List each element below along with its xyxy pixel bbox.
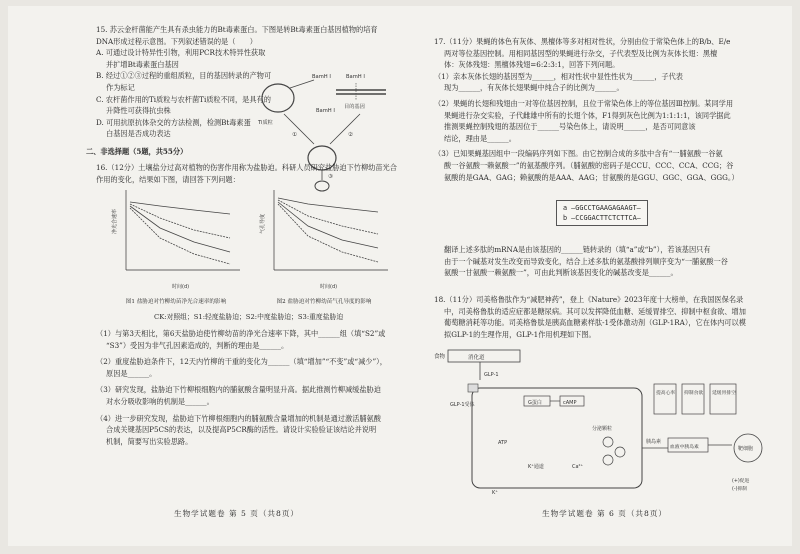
- series-line: [278, 204, 378, 262]
- q17-line: 由于一个碱基对发生改变而导致变化，结合上述多肽的氨基酸排列顺序变为“一脯氨酸一谷: [444, 256, 728, 266]
- fig2-xlabel: 时间(d): [320, 284, 338, 290]
- right-page: [412, 6, 792, 546]
- diagram-label: 靶细胞: [738, 446, 754, 452]
- series-line: [278, 198, 378, 212]
- q16-sub-line: 合成关键基因P5CS的表达，以及提高P5CR酶的活性。请设计实验验证该结论并说明: [106, 425, 377, 435]
- diagram-label: GLP-1: [484, 372, 499, 378]
- diagram-label: GLP-1受体: [450, 402, 475, 408]
- fig2-caption: 图2 盐胁迫对竹柳幼苗气孔导度的影响: [276, 299, 372, 305]
- q15-line: 白基因是否成功表达: [106, 129, 171, 139]
- diagram-label: 分泌颗粒: [592, 426, 613, 432]
- receptor-shape: [468, 384, 478, 392]
- legend-label: (+)促进: [732, 479, 750, 484]
- series-line: [130, 206, 230, 252]
- q17-line: 氨酸一甘氨酸一赖氨酸一”，可由此判断该基因变化的碱基改变是______。: [444, 268, 678, 278]
- diagram-label: K⁺通道: [528, 464, 544, 470]
- q15-option-b: B. 经过①②③过程的重组质粒，目的基因转录的产物可: [96, 71, 272, 81]
- question-17: [434, 36, 792, 183]
- question-18: [434, 294, 792, 340]
- q16-subquestions: [96, 328, 394, 447]
- step-label: ②: [348, 132, 353, 138]
- q17-line: 果蝇进行杂交实验，子代雌雄中所有的长翅个体，F1得到灰色比例为1:1:1:1，该同学据此: [444, 110, 731, 120]
- dna-sequence-box: [556, 200, 648, 226]
- diagram-label: BamH I: [346, 74, 365, 80]
- fig2-line-chart: [258, 182, 392, 292]
- q17-after: [444, 244, 792, 279]
- q15-line: 升降性可获得抗虫株: [106, 106, 171, 116]
- q17-line: 两对等位基因控制。用相同基因型的果蝇进行杂交，子代表型及比例为灰体长翅：黑檀: [444, 48, 718, 58]
- q17-line: （1）亲本灰体长翅的基因型为______，相对性状中显性性状为______，子代表: [434, 71, 683, 81]
- q15-option-d: D. 可用抗原抗体杂交的方法检测，检测Bt毒素蛋: [96, 117, 251, 127]
- q16-sub-line: 原因是______。: [106, 368, 157, 378]
- exam-sheet: [8, 6, 792, 546]
- left-page: [14, 6, 397, 546]
- diagram-label: cAMP: [563, 400, 577, 406]
- fig2-ylabel: 气孔导度: [260, 213, 266, 234]
- diagram-label: 血液中胰岛素: [670, 445, 699, 450]
- section-heading: 二、非选择题（5题，共55分）: [86, 147, 188, 156]
- diagram-label: 提高心率: [656, 391, 676, 396]
- glp1-mechanism-diagram: [432, 344, 792, 504]
- fig2-series: [278, 198, 378, 262]
- q15-line: DNA形成过程示意图。下列叙述错误的是（ ）: [96, 36, 257, 46]
- fig1-xlabel: 时间(d): [172, 284, 190, 290]
- legend-label: (-)抑制: [732, 487, 748, 492]
- q18-line: 18.（11分）司美格鲁肽作为“减肥神药”，登上《Nature》2023年度十大榜单，在我国医保名录: [434, 295, 744, 304]
- legend-note: CK:对照组；S1:轻度盐胁迫；S2:中度盐胁迫；S3:重度盐胁迫: [154, 313, 344, 321]
- q17-line: （3）已知果蝇基因组中一段编码序列如下图。由它控制合成的多肽中含有“一脯氨酸一谷氨: [434, 149, 723, 159]
- diagram-label: 胰岛素: [646, 439, 662, 445]
- q17-line: 体：灰体残翅：黑檀体残翅=6:2:3:1，回答下列问题。: [444, 60, 620, 70]
- q17-line: 推测果蝇控制残翅的基因位于______号染色体上，请说明______，是否可同意该: [444, 122, 696, 132]
- q17-line: 现为______，有灰体长翅果蝇中纯合子的比例为______。: [444, 83, 624, 93]
- q18-line: 拟GLP-1的生理作用，GLP-1作用机理如下图。: [444, 329, 596, 339]
- diagram-label: 延缓胃排空: [712, 391, 736, 396]
- fig1-line-chart: [110, 182, 244, 292]
- q15-line: 作为标记: [106, 82, 135, 92]
- q17-line: 17.（11分）果蝇的体色有灰体、黑檀体等多对相对性状，分别由位于常染色体上的B/b、E/e: [434, 37, 731, 46]
- q16-sub-line: “S3”）受因为非气孔因素造成的，判断的理由是______。: [106, 340, 289, 350]
- diagram-label: 消化道: [468, 355, 485, 361]
- q15-line: 15. 苏云金杆菌能产生具有杀虫能力的Bt毒素蛋白。下图是转Bt毒素蛋白基因植物的培育: [96, 25, 378, 34]
- diagram-label: K⁺: [492, 490, 498, 496]
- q16-sub-line: （1）与第3天相比，第6天盐胁迫使竹柳幼苗的净光合速率下降，其中______组（填“S2”或: [96, 329, 386, 338]
- q15-option-a: A. 可通过设计特异性引物，利用PCR技术特异性获取: [96, 48, 266, 58]
- diagram-label: Ca²⁺: [572, 464, 584, 470]
- q16-sub-line: 对水分吸收影响的机制是______。: [106, 396, 214, 406]
- sequence-strand-b: b —CCGGACTTCTCTTCA—: [563, 214, 641, 222]
- diagram-label: G蛋白: [528, 400, 542, 406]
- fig1-caption: 图1 盐胁迫对竹柳幼苗净光合速率的影响: [125, 299, 227, 305]
- diagram-label: ATP: [498, 440, 508, 446]
- series-line: [130, 202, 230, 214]
- series-line: [278, 202, 378, 248]
- series-line: [278, 200, 378, 234]
- q16-line: 16.（12分）土壤盐分过高对植物的伤害作用称为盐胁迫。科研人员研究盐胁迫下竹柳幼苗光合: [96, 163, 397, 172]
- q18-line: 葡萄糖消耗等功能。司美格鲁肽是胰高血糖素样肽-1受体激动剂（GLP-1RA），它在体内可以模: [444, 318, 746, 328]
- q17-line: 翻译上述多肽的mRNA是由该基因的______链转录的（填“a”或“b”），若该基因只有: [444, 245, 711, 254]
- diagram-label: Ti质粒: [258, 120, 273, 126]
- page-footer-right: 生物学试题卷 第 6 页（共8页）: [542, 509, 668, 518]
- series-line: [130, 204, 230, 238]
- q16-sub-line: （2）重度盐胁迫条件下，12天内竹柳的干重的变化为______（填“增加”“不变”或“减少”），: [96, 357, 387, 367]
- fig1-ylabel: 净光合速率: [112, 208, 118, 234]
- diagram-label: 抑制食欲: [684, 391, 704, 396]
- page-footer-left: 生物学试题卷 第 5 页（共8页）: [174, 509, 300, 518]
- q16-line: 作用的变化，结果如下图，请回答下列问题：: [96, 174, 240, 184]
- diagram-label: BamH I: [316, 108, 335, 114]
- step-label: ③: [328, 174, 333, 180]
- step-label: ①: [292, 132, 297, 138]
- diagram-label: 食物: [434, 354, 446, 360]
- q16-sub-line: 机制，简要写出实验思路。: [106, 436, 193, 446]
- sequence-strand-a: a —GGCCTGAAGAGAAGT—: [563, 204, 641, 212]
- q15-line: 并扩增Bt毒素蛋白基因: [106, 59, 179, 69]
- beta-cell: [472, 388, 642, 488]
- q15-option-c: C. 农杆菌作用的Ti质粒与农杆菌Ti质粒不同，是具有的: [96, 94, 271, 104]
- q18-line: 中，司美格鲁肽的适应症都是糖尿病。其可以发挥降低血糖、延缓胃排空、抑制中枢食欲、增加: [444, 306, 746, 316]
- q17-line: 酸一谷氨酸一赖氨酸一”的氨基酸序列。（脯氨酸的密码子是CCU、CCC、CCA、CCG；谷: [444, 160, 734, 170]
- diagram-label: BamH I: [312, 74, 331, 80]
- q17-line: 氨酸的是GAA、GAG；赖氨酸的是AAA、AAG；甘氨酸的是GGU、GGC、GGA、GGG。）: [444, 172, 739, 182]
- q17-line: （2）果蝇的长翅和残翅由一对等位基因控制，且位于常染色体上的等位基因Ⅲ控制。某同学用: [434, 98, 734, 108]
- q17-line: 结论，理由是______。: [444, 133, 516, 143]
- diagram-label: 目的基因: [344, 104, 365, 110]
- fig1-series: [130, 202, 230, 264]
- q16-sub-line: （3）研究发现，盐胁迫下竹柳根细胞内的脯氨酸含量明显升高。据此推测竹柳减缓盐胁迫: [96, 385, 381, 395]
- q16-sub-line: （4）进一步研究发现，盐胁迫下竹柳根细胞内的脯氨酸含量增加的机制是通过激活脯氨酸: [96, 413, 381, 423]
